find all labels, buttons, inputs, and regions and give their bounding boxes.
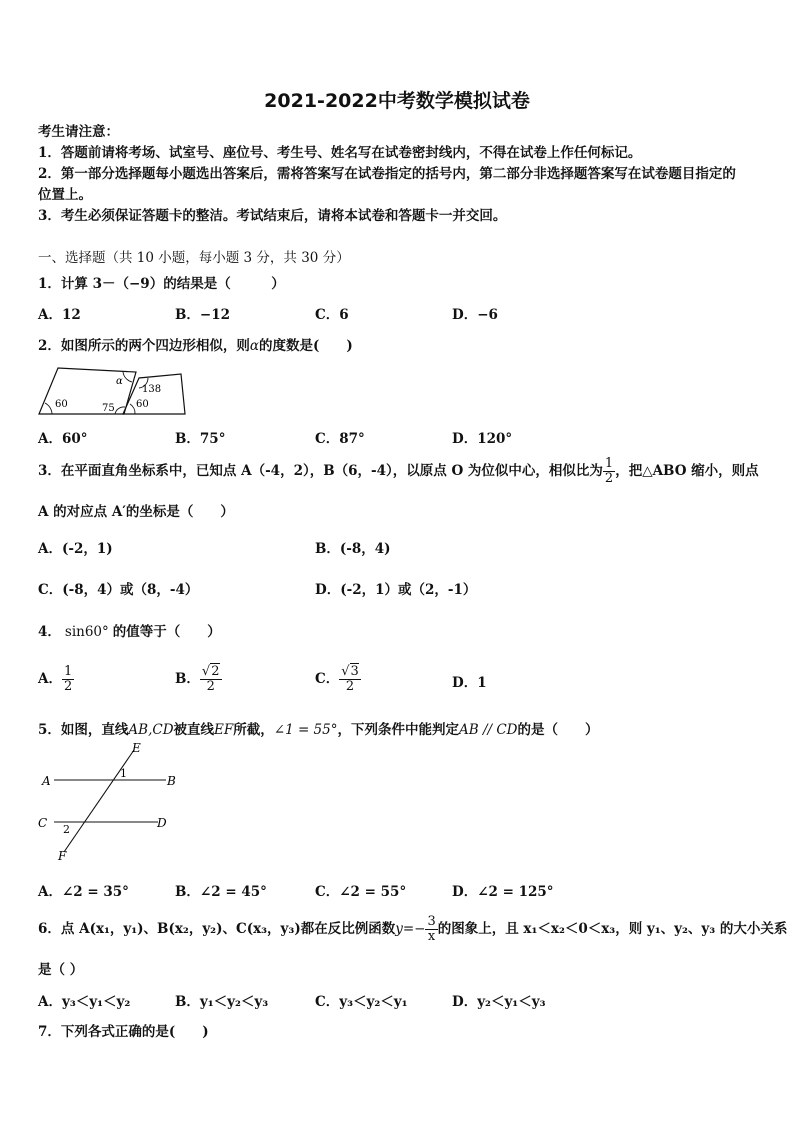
q2-alpha: α (249, 338, 260, 354)
q5-lines-ab-cd: AB,CD (128, 722, 174, 738)
q5-parallel: AB // CD (459, 722, 518, 738)
q6-function-denominator: x (427, 929, 436, 944)
q3-option-b: B．(-8，4) (315, 541, 391, 557)
q2-label-75: 75 (102, 403, 115, 414)
q5-label-2: 2 (63, 823, 70, 836)
notice-line-2: 2．第一部分选择题每小题选出答案后，需将答案写在试卷指定的括号内，第二部分非选择题答案写在试卷题目指定的 (38, 166, 736, 182)
q3-ratio-denominator: 2 (604, 471, 614, 486)
q4-option-a-label: A． (38, 671, 62, 687)
q2-option-c: C．87° (315, 431, 365, 447)
q4-option-c-radicand: 3 (350, 664, 359, 680)
q3-option-c: C．(-8，4）或（8，-4） (38, 582, 199, 598)
q5-stem-a: 5．如图，直线 (38, 722, 129, 738)
q5-label-1: 1 (120, 767, 127, 780)
q5-label-e: E (132, 741, 141, 755)
q6-function-lhs: y=− (395, 921, 426, 937)
q6-stem-line2: 是（ ） (38, 962, 84, 978)
q5-angle-1: ∠1 = 55° (273, 722, 338, 738)
q6-option-c: C．y₃＜y₂＜y₁ (315, 994, 408, 1010)
notice-line-4: 3．考生必须保证答题卡的整洁。考试结束后，请将本试卷和答题卡一并交回。 (38, 208, 507, 224)
q3-ratio (603, 457, 615, 485)
q1-option-d: D．−6 (452, 307, 498, 323)
q4-option-b-radicand: 2 (211, 664, 220, 680)
q4-option-d: D．1 (452, 675, 487, 691)
q1-option-b: B．−12 (175, 307, 231, 323)
q1-option-c: C．6 (315, 307, 349, 323)
q4-option-a-numerator: 1 (63, 664, 73, 680)
q4-option-a-denominator: 2 (63, 679, 73, 694)
q4-option-a (38, 660, 74, 698)
q2-option-b: B．75° (175, 431, 226, 447)
q6-option-d: D．y₂＜y₁＜y₃ (452, 994, 546, 1010)
q2-quad-large (39, 368, 136, 414)
q5-label-c: C (38, 816, 48, 830)
q2-label-60a: 60 (55, 399, 68, 410)
q3-stem-line2: A 的对应点 A′的坐标是（ ） (38, 504, 234, 520)
q3-stem-b: ，把△ABO 缩小，则点 (615, 463, 759, 479)
q6-option-b: B．y₁＜y₂＜y₃ (175, 994, 269, 1010)
q2-figure (36, 362, 196, 418)
q2-option-a: A．60° (38, 431, 88, 447)
q5-label-d: D (157, 816, 167, 830)
section-heading: 一、选择题（共 10 小题，每小题 3 分，共 30 分） (38, 250, 350, 266)
q6-stem-line1 (38, 910, 787, 948)
q4-option-c: C． $\frac{√3}{2}$ (315, 664, 359, 694)
q4-option-b: B． $\frac{√2}{2}$ (175, 664, 220, 694)
q5-stem (38, 718, 599, 738)
q3-option-d: D．(-2，1）或（2，-1） (315, 582, 477, 598)
q1-option-a: A．12 (38, 307, 81, 323)
q4-stem (38, 620, 221, 640)
q5-label-b: B (167, 774, 176, 788)
q5-option-c: C．∠2 = 55° (315, 884, 407, 900)
q5-stem-d: ，下列条件中能判定 (337, 722, 459, 738)
q1-stem: 1．计算 3－（−9）的结果是（ ） (38, 276, 285, 292)
notice-heading: 考生请注意： (38, 124, 119, 140)
q2-stem-b: 的度数是( ) (259, 338, 353, 354)
q2-label-60b: 60 (136, 399, 149, 410)
q2-label-138: 138 (142, 384, 162, 395)
q2-option-d: D．120° (452, 431, 513, 447)
notice-line-1: 1．答题前请将考场、试室号、座位号、考生号、姓名写在试卷密封线内，不得在试卷上作任何标记。 (38, 145, 642, 161)
q6-option-a: A．y₃＜y₁＜y₂ (38, 994, 131, 1010)
q5-label-a: A (42, 774, 51, 788)
q4-option-c-denominator: 2 (345, 679, 355, 694)
q5-line-ef: EF (214, 722, 234, 738)
q2-stem-a: 2．如图所示的两个四边形相似，则 (38, 338, 250, 354)
q5-option-a: A．∠2 = 35° (38, 884, 129, 900)
page-title: 2021-2022中考数学模拟试卷 (264, 90, 530, 112)
q5-stem-c: 所截， (233, 722, 274, 738)
q5-stem-b: 被直线 (173, 722, 215, 738)
q3-stem-line1 (38, 452, 759, 490)
q4-stem-b: 的值等于（ ） (112, 624, 221, 640)
q7-stem: 7．下列各式正确的是( ) (38, 1024, 209, 1040)
q5-stem-e: 的是（ ） (517, 722, 599, 738)
q3-ratio-numerator: 1 (604, 456, 614, 472)
q4-option-c-label: C． (315, 671, 340, 687)
q2-quad-small (123, 374, 185, 414)
q5-figure (36, 740, 186, 865)
q6-stem-a: 6．点 A(x₁，y₁)、B(x₂，y₂)、C(x₃，y₃)都在反比例函数 (38, 921, 396, 937)
q5-option-b: B．∠2 = 45° (175, 884, 267, 900)
q6-function-numerator: 3 (427, 914, 436, 930)
q3-option-a: A．(-2，1) (38, 541, 113, 557)
q2-stem (38, 334, 353, 354)
q4-option-b-label: B． (175, 671, 200, 687)
q5-line-ef (64, 750, 134, 852)
q5-option-d: D．∠2 = 125° (452, 884, 554, 900)
q6-stem-b: 的图象上，且 x₁＜x₂＜0＜x₃，则 y₁、y₂、y₃ 的大小关系 (437, 921, 788, 937)
q5-label-f: F (58, 849, 67, 863)
q4-stem-a: 4． (38, 624, 61, 640)
q3-stem-a: 3．在平面直角坐标系中，已知点 A（-4，2），B（6，-4），以原点 O 为位似中心，相似比为 (38, 463, 603, 479)
q4-expr: sin60° (64, 624, 109, 640)
q2-label-alpha: α (116, 376, 123, 387)
q6-function-frac (425, 915, 437, 943)
notice-line-3: 位置上。 (38, 187, 92, 203)
q4-option-b-denominator: 2 (206, 679, 215, 694)
